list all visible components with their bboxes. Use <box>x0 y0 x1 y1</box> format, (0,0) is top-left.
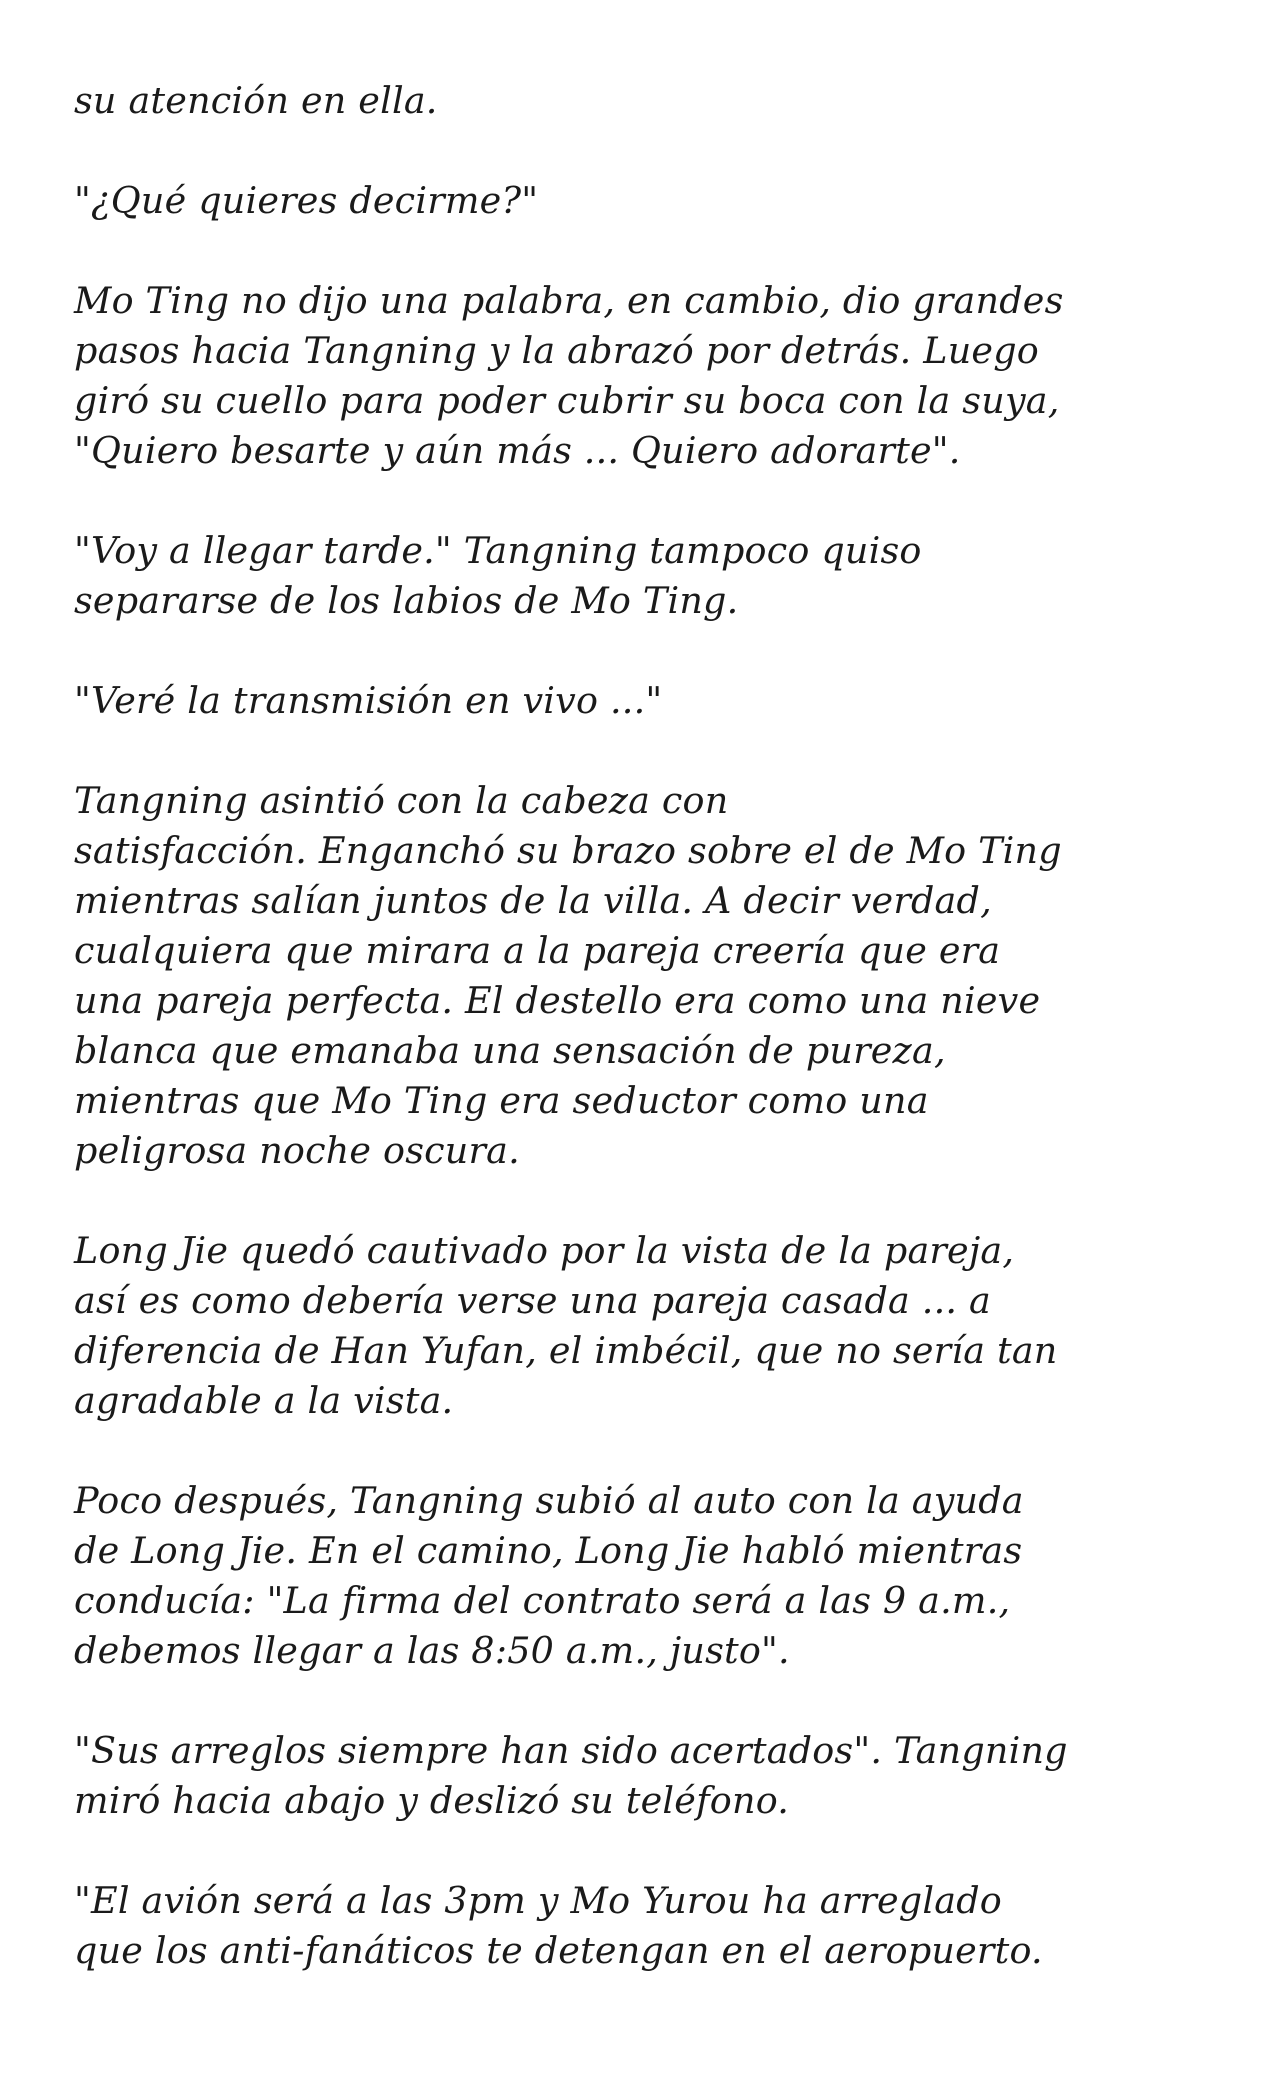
paragraph-7: Long Jie quedó cautivado por la vista de la pareja, así es como debería verse una pareja casada ... a diferencia de Han Yufan, el imbécil, que no sería tan agradable a la vista. <box>74 1229 1058 1422</box>
paragraph-9: "Sus arreglos siempre han sido acertados". Tangning miró hacia abajo y deslizó su teléfono. <box>74 1729 1068 1822</box>
paragraph-8: Poco después, Tangning subió al auto con la ayuda de Long Jie. En el camino, Long Jie habló mientras conducía: "La firma del contrato será a las 9 a.m., debemos llegar a las 8:50 a.m., justo". <box>74 1479 1024 1672</box>
paragraph-5: "Veré la transmisión en vivo ..." <box>74 679 663 722</box>
paragraph-4: "Voy a llegar tarde." Tangning tampoco quiso separarse de los labios de Mo Ting. <box>74 529 922 622</box>
paragraph-3: Mo Ting no dijo una palabra, en cambio, dio grandes pasos hacia Tangning y la abrazó por detrás. Luego giró su cuello para poder cubrir su boca con la suya, "Quiero besarte y aún más ... Quiero adorarte". <box>74 279 1064 472</box>
paragraph-10: "El avión será a las 3pm y Mo Yurou ha arreglado que los anti-fanáticos te detengan en el aeropuerto. <box>74 1879 1043 1972</box>
paragraph-1: su atención en ella. <box>74 79 438 122</box>
paragraph-6: Tangning asintió con la cabeza con satisfacción. Enganchó su brazo sobre el de Mo Ting mientras salían juntos de la villa. A decir verdad, cualquiera que mirara a la pareja creería que era una pareja perfecta. El destello era como una nieve blanca que emanaba una sensación de pureza, mientras que Mo Ting era seductor como una peligrosa noche oscura. <box>74 779 1062 1172</box>
paragraph-2: "¿Qué quieres decirme?" <box>74 179 539 222</box>
